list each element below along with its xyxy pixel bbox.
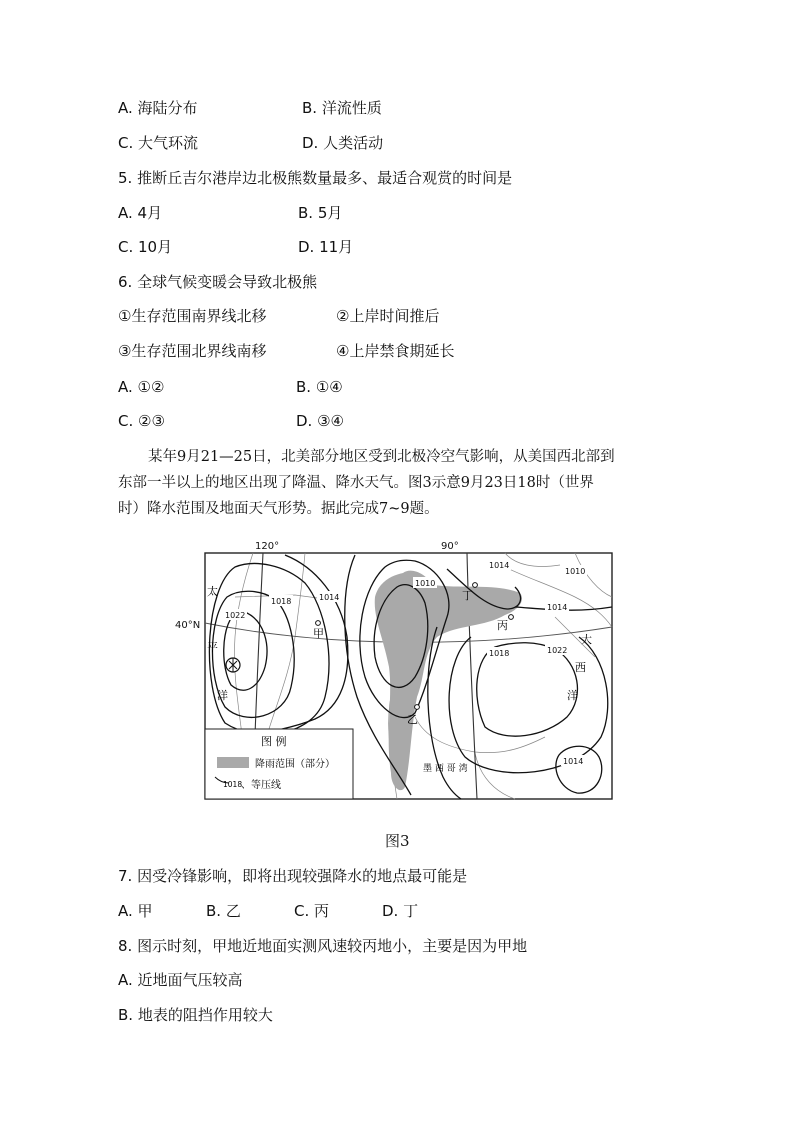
figure-caption: 图3 [385,832,410,850]
point-yi-marker [415,705,420,710]
q6-statement-4: ④上岸禁食期延长 [336,342,455,360]
q4-option-b: B. 洋流性质 [302,99,382,117]
lon-90-label: 90° [441,541,459,552]
legend-isobar-number: 1018 [223,780,243,789]
isobar-label: 1018 [271,597,292,606]
passage-line-2: 东部一半以上的地区出现了降温、降水天气。图3示意9月23日18时（世界 [118,475,594,491]
q6-option-b: B. ①④ [296,378,343,396]
q6-statement-2: ②上岸时间推后 [336,307,440,325]
isobar-label: 1014 [489,561,510,570]
point-bing-marker [509,615,514,620]
pacific-label-1: 太 [207,585,218,598]
isobar-label: 1014 [547,603,568,612]
legend-isobar-label: 、等压线 [241,780,281,791]
q8-option-a: A. 近地面气压较高 [118,971,243,989]
q5-option-d: D. 11月 [298,238,354,256]
lat-40n-label: 40°N [175,620,201,631]
q6-statement-3: ③生存范围北界线南移 [118,342,267,360]
isobar-label: 1010 [565,567,586,576]
q7-option-c: C. 丙 [294,902,330,920]
q5-option-b: B. 5月 [298,204,343,222]
legend-rain-label: 降雨范围（部分） [255,759,335,770]
q7-option-a: A. 甲 [118,902,153,920]
point-jia-marker [316,621,321,626]
weather-map-figure [175,537,617,803]
point-ding-label: 丁 [462,589,473,602]
point-yi-label: 乙 [407,713,418,726]
passage-line-3: 时）降水范围及地面天气形势。据此完成7~9题。 [118,501,439,517]
passage [118,444,678,522]
isobar-label: 1022 [547,646,568,655]
legend-rain-swatch [217,757,249,768]
pacific-label-3: 洋 [217,689,228,702]
q6-option-c: C. ②③ [118,412,165,430]
q4-option-a: A. 海陆分布 [118,99,198,117]
point-bing-label: 丙 [497,619,508,632]
q6-stem: 6. 全球气候变暖会导致北极熊 [118,273,318,291]
q6-option-a: A. ①② [118,378,165,396]
hurricane-icon [226,658,240,672]
q5-stem: 5. 推断丘吉尔港岸边北极熊数量最多、最适合观赏的时间是 [118,169,513,187]
legend-title: 图 例 [261,735,287,748]
q6-option-d: D. ③④ [296,412,344,430]
q5-option-c: C. 10月 [118,238,173,256]
q5-option-a: A. 4月 [118,204,163,222]
atlantic-label-3: 洋 [567,689,578,702]
gulf-label: 墨 西 哥 湾 [423,764,468,774]
q6-statement-1: ①生存范围南界线北移 [118,307,267,325]
q7-option-b: B. 乙 [206,902,241,920]
map-legend [205,729,353,799]
q8-stem: 8. 图示时刻，甲地近地面实测风速较丙地小，主要是因为甲地 [118,937,528,955]
atlantic-label-1: 大 [581,633,592,646]
isobar-label: 1014 [563,757,584,766]
isobar-label: 1010 [415,579,436,588]
q4-option-c: C. 大气环流 [118,134,199,152]
q7-stem: 7. 因受冷锋影响，即将出现较强降水的地点最可能是 [118,867,468,885]
point-jia-label: 甲 [313,627,324,640]
lon-120-label: 120° [255,541,280,552]
passage-line-1: 某年9月21—25日，北美部分地区受到北极冷空气影响，从美国西北部到 [148,449,615,465]
q8-option-b: B. 地表的阻挡作用较大 [118,1006,273,1024]
isobar-label: 1022 [225,611,246,620]
pacific-label-2: 平 [207,641,218,654]
atlantic-label-2: 西 [575,661,586,674]
point-ding-marker [473,583,478,588]
q7-option-d: D. 丁 [382,902,419,920]
q4-option-d: D. 人类活动 [302,134,384,152]
isobar-label: 1018 [489,649,510,658]
isobar-label: 1014 [319,593,340,602]
